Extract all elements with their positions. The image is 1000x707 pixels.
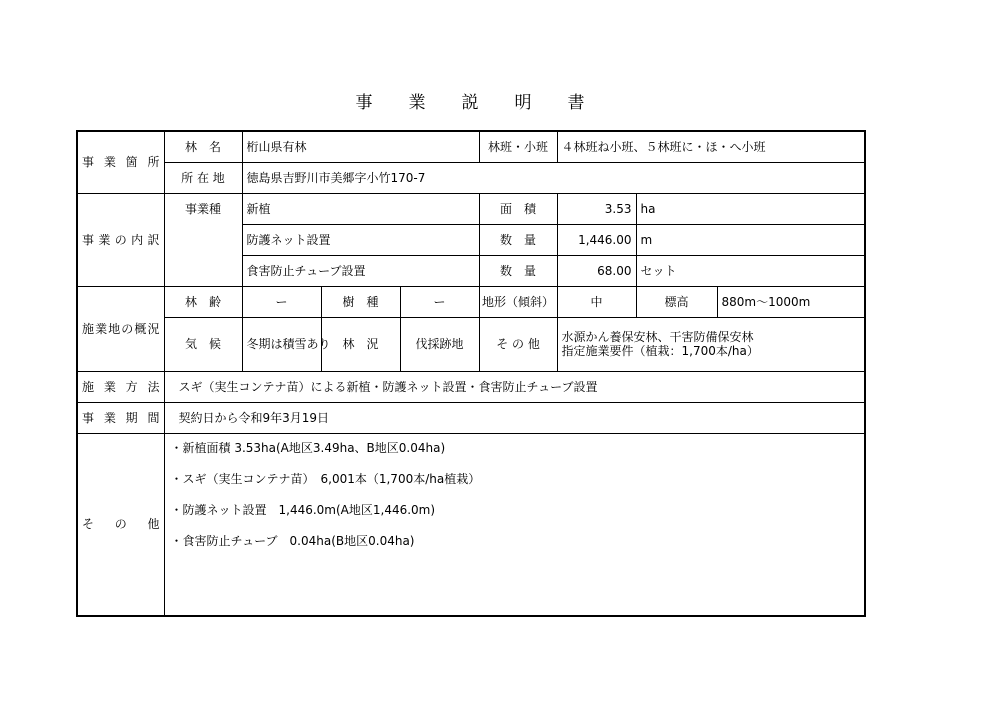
climate-value: 冬期は積雪あり bbox=[242, 317, 321, 371]
work-name: 新植 bbox=[242, 193, 479, 224]
title-char: 説 bbox=[461, 93, 479, 113]
forest-condition-value: 伐採跡地 bbox=[400, 317, 479, 371]
terrain-value: 中 bbox=[557, 286, 636, 317]
other-value bbox=[557, 317, 865, 371]
other-value-line: 水源かん養保安林、干害防備保安林 bbox=[561, 330, 754, 344]
qty-unit: m bbox=[636, 224, 865, 255]
species-value: ー bbox=[400, 286, 479, 317]
elevation-label: 標高 bbox=[636, 286, 717, 317]
climate-label: 気 候 bbox=[164, 317, 242, 371]
method-value: スギ（実生コンテナ苗）による新植・防護ネット設置・食害防止チューブ設置 bbox=[164, 371, 865, 402]
compartment-value: ４林班ね小班、５林班に・ほ・へ小班 bbox=[557, 131, 865, 162]
work-name: 防護ネット設置 bbox=[242, 224, 479, 255]
section-label-method: 施業方法 bbox=[77, 371, 164, 402]
title-char: 業 bbox=[408, 93, 426, 113]
compartment-label: 林班・小班 bbox=[479, 131, 557, 162]
period-value: 契約日から令和9年3月19日 bbox=[164, 402, 865, 433]
project-description-table bbox=[76, 130, 866, 617]
qty-value: 3.53 bbox=[557, 193, 636, 224]
note-line: ・スギ（実生コンテナ苗） 6,001本（1,700本/ha植栽） bbox=[170, 471, 481, 486]
stand-age-value: ー bbox=[242, 286, 321, 317]
section-label-jigyo-kasho: 事業箇所 bbox=[77, 131, 164, 193]
qty-label: 面 積 bbox=[479, 193, 557, 224]
forest-condition-label: 林 況 bbox=[321, 317, 400, 371]
other-value-line: 指定施業要件（植栽：1,700本/ha） bbox=[561, 344, 759, 358]
note-line: ・防護ネット設置 1,446.0m(A地区1,446.0m) bbox=[170, 502, 436, 517]
work-name: 食害防止チューブ設置 bbox=[242, 255, 479, 286]
title-char: 事 bbox=[355, 93, 373, 113]
location-value: 徳島県吉野川市美郷字小竹170-7 bbox=[242, 162, 865, 193]
qty-unit: ha bbox=[636, 193, 865, 224]
qty-label: 数 量 bbox=[479, 224, 557, 255]
elevation-value: 880m～1000m bbox=[717, 286, 865, 317]
qty-unit: セット bbox=[636, 255, 865, 286]
section-label-uchiwake: 事業の内訳 bbox=[77, 193, 164, 286]
species-label: 樹 種 bbox=[321, 286, 400, 317]
qty-value: 68.00 bbox=[557, 255, 636, 286]
other-label: そ の 他 bbox=[479, 317, 557, 371]
stand-age-label: 林 齢 bbox=[164, 286, 242, 317]
forest-name-value: 桁山県有林 bbox=[242, 131, 479, 162]
title-char: 書 bbox=[567, 93, 585, 113]
work-type-label: 事業種 bbox=[164, 193, 242, 286]
note-line: ・食害防止チューブ 0.04ha(B地区0.04ha) bbox=[170, 533, 415, 548]
terrain-label: 地形（傾斜） bbox=[479, 286, 557, 317]
qty-label: 数 量 bbox=[479, 255, 557, 286]
location-label: 所 在 地 bbox=[164, 162, 242, 193]
section-label-other: そ の 他 bbox=[77, 433, 164, 616]
section-label-period: 事業期間 bbox=[77, 402, 164, 433]
note-line: ・新植面積 3.53ha(A地区3.49ha、B地区0.04ha) bbox=[170, 440, 446, 455]
other-notes bbox=[164, 433, 865, 616]
title-char: 明 bbox=[514, 93, 532, 113]
forest-name-label: 林 名 bbox=[164, 131, 242, 162]
section-label-gaikyo: 施業地の概況 bbox=[77, 286, 164, 371]
qty-value: 1,446.00 bbox=[557, 224, 636, 255]
page-title bbox=[0, 88, 940, 113]
